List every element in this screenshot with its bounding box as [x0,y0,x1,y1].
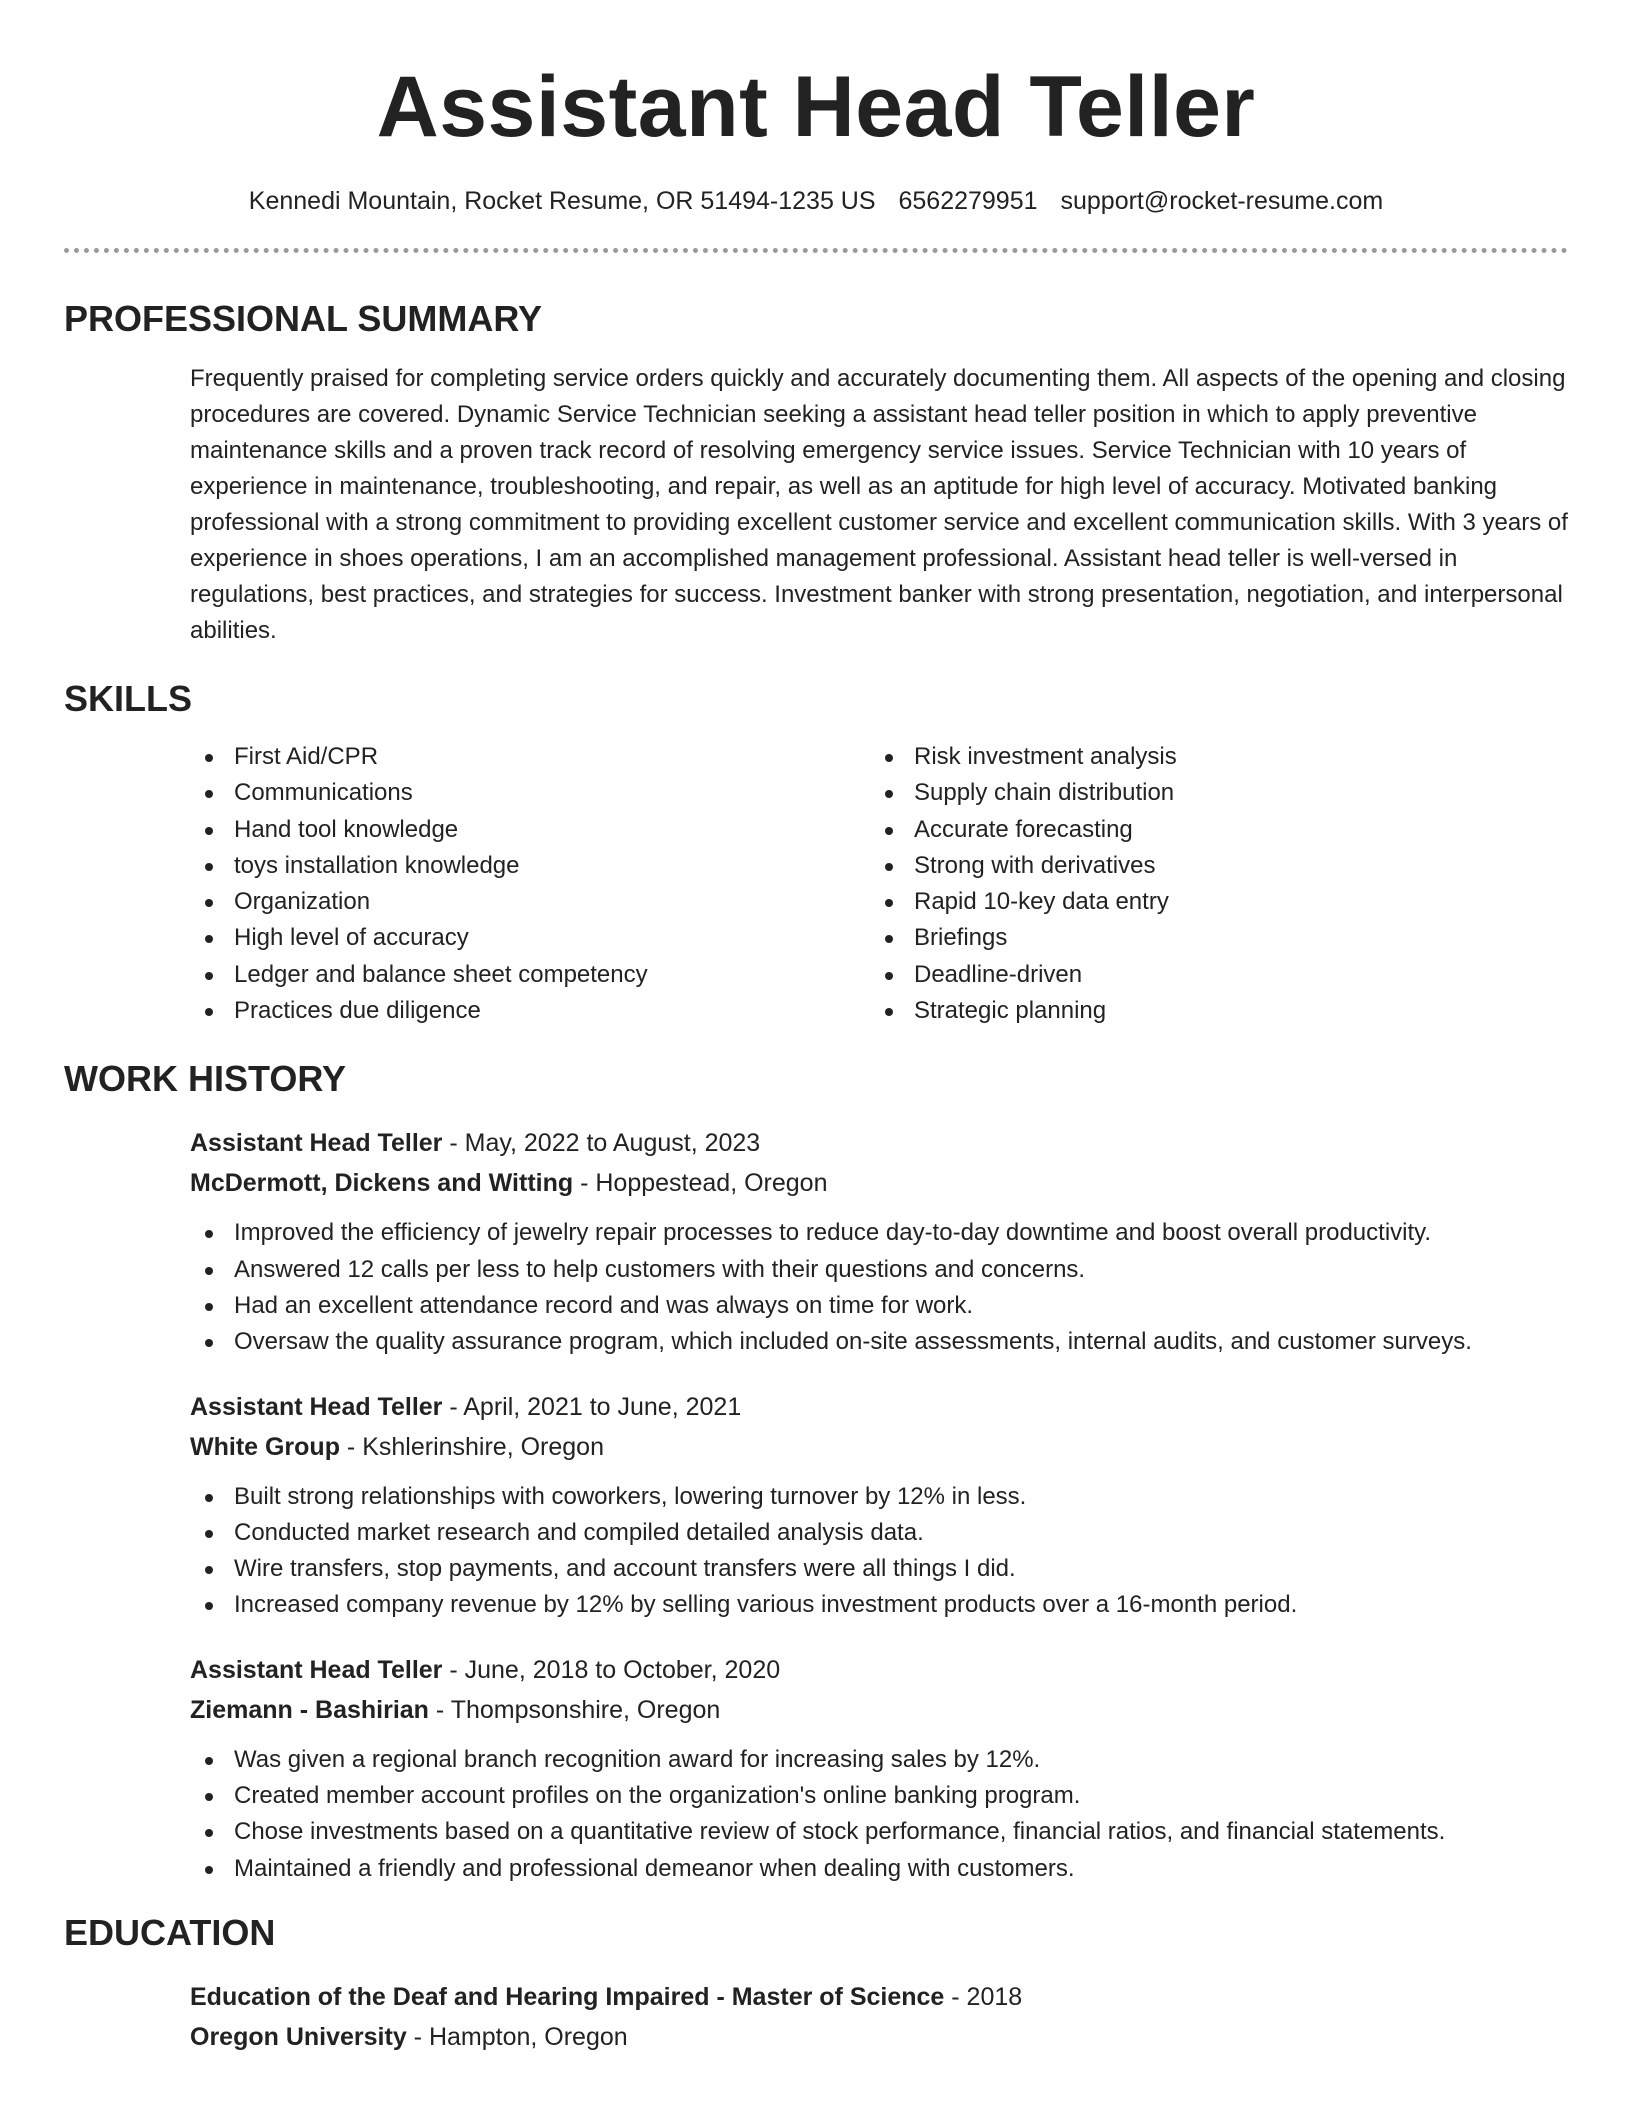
skill-item: Hand tool knowledge [190,812,870,848]
skills-column-right [870,739,1550,1029]
skills-column-left [190,739,870,1029]
job-bullet: Answered 12 calls per less to help customers with their questions and concerns. [190,1252,1568,1288]
job-entry [190,1123,1568,1360]
job-company: McDermott, Dickens and Witting [190,1169,574,1198]
job-company-line [190,1427,1568,1467]
skill-item: Strategic planning [870,993,1550,1029]
job-bullet: Improved the efficiency of jewelry repair processes to reduce day-to-day downtime and boost overall productivity. [190,1215,1568,1251]
job-title-line [190,1387,1568,1427]
job-bullets [190,1742,1568,1887]
skill-item: Briefings [870,920,1550,956]
skill-item: Organization [190,884,870,920]
contact-phone: 6562279951 [898,187,1038,215]
skill-item: Strong with derivatives [870,848,1550,884]
job-company: White Group [190,1432,340,1461]
job-bullet: Chose investments based on a quantitative review of stock performance, financial ratios, and financial statements. [190,1814,1568,1850]
contact-address: Kennedi Mountain, Rocket Resume, OR 51494-1235 US [248,187,876,215]
job-title-line [190,1650,1568,1690]
job-bullet: Was given a regional branch recognition award for increasing sales by 12%. [190,1742,1568,1778]
job-company-line [190,1163,1568,1203]
summary-text: Frequently praised for completing service orders quickly and accurately documenting them. All aspects of the opening and closing procedures are covered. Dynamic Service Technician seeking a assistant head teller position in which to apply preventive maintenance skills and a proven track record of resolving emergency service issues. Service Technician with 10 years of experience in maintenance, troubleshooting, and repair, as well as an aptitude for high level of accuracy. Motivated banking professional with a strong commitment to providing excellent customer service and excellent communication skills. With 3 years of experience in shoes operations, I am an accomplished management professional. Assistant head teller is well-versed in regulations, best practices, and strategies for success. Investment banker with strong presentation, negotiation, and interpersonal abilities. [190,365,1568,644]
skill-item: Supply chain distribution [870,775,1550,811]
job-dates: - May, 2022 to August, 2023 [442,1129,761,1158]
job-entry [190,1387,1568,1624]
education-entry [190,1977,1568,2057]
education-year: - 2018 [944,1982,1023,2011]
skills-list [190,739,1568,1029]
job-company: Ziemann - Bashirian [190,1695,429,1724]
skill-item: Accurate forecasting [870,812,1550,848]
header-divider [64,248,1568,253]
job-role: Assistant Head Teller [190,1129,443,1158]
job-bullet: Oversaw the quality assurance program, which included on-site assessments, internal audits, and customer surveys. [190,1324,1568,1360]
job-bullet: Conducted market research and compiled detailed analysis data. [190,1515,1568,1551]
skill-item: Ledger and balance sheet competency [190,957,870,993]
job-dates: - June, 2018 to October, 2020 [442,1655,781,1684]
skill-item: toys installation knowledge [190,848,870,884]
contact-email: support@rocket-resume.com [1060,187,1384,215]
skill-item: Deadline-driven [870,957,1550,993]
education-school: Oregon University [190,2022,407,2051]
education-degree-line [190,1977,1568,2017]
job-company-line [190,1690,1568,1730]
section-title-education: EDUCATION [64,1911,276,1953]
section-title-skills: SKILLS [64,678,193,719]
job-bullets [190,1215,1568,1360]
skill-item: Practices due diligence [190,993,870,1029]
resume-name: Assistant Head Teller [376,59,1256,155]
education-degree: Education of the Deaf and Hearing Impaired - Master of Science [190,1982,945,2011]
job-bullet: Built strong relationships with coworkers, lowering turnover by 12% in less. [190,1479,1568,1515]
education-location: - Hampton, Oregon [406,2022,628,2051]
job-bullet: Wire transfers, stop payments, and account transfers were all things I did. [190,1551,1568,1587]
job-title-line [190,1123,1568,1163]
skill-item: Communications [190,775,870,811]
section-title-work-history: WORK HISTORY [64,1058,347,1100]
job-location: - Kshlerinshire, Oregon [339,1432,604,1461]
skill-item: First Aid/CPR [190,739,870,775]
contact-line [64,184,1568,218]
education-school-line [190,2017,1568,2057]
job-bullet: Had an excellent attendance record and was always on time for work. [190,1288,1568,1324]
job-bullets [190,1479,1568,1624]
job-bullet: Increased company revenue by 12% by selling various investment products over a 16-month period. [190,1587,1568,1623]
job-location: - Hoppestead, Oregon [573,1169,828,1198]
job-role: Assistant Head Teller [190,1392,443,1421]
job-location: - Thompsonshire, Oregon [428,1695,721,1724]
job-role: Assistant Head Teller [190,1655,443,1684]
job-bullet: Created member account profiles on the organization's online banking program. [190,1778,1568,1814]
job-bullet: Maintained a friendly and professional demeanor when dealing with customers. [190,1851,1568,1887]
skill-item: Risk investment analysis [870,739,1550,775]
skill-item: High level of accuracy [190,920,870,956]
section-title-summary: PROFESSIONAL SUMMARY [64,298,543,339]
skill-item: Rapid 10-key data entry [870,884,1550,920]
job-dates: - April, 2021 to June, 2021 [442,1392,742,1421]
job-entry [190,1650,1568,1887]
resume-page [64,0,1568,2057]
